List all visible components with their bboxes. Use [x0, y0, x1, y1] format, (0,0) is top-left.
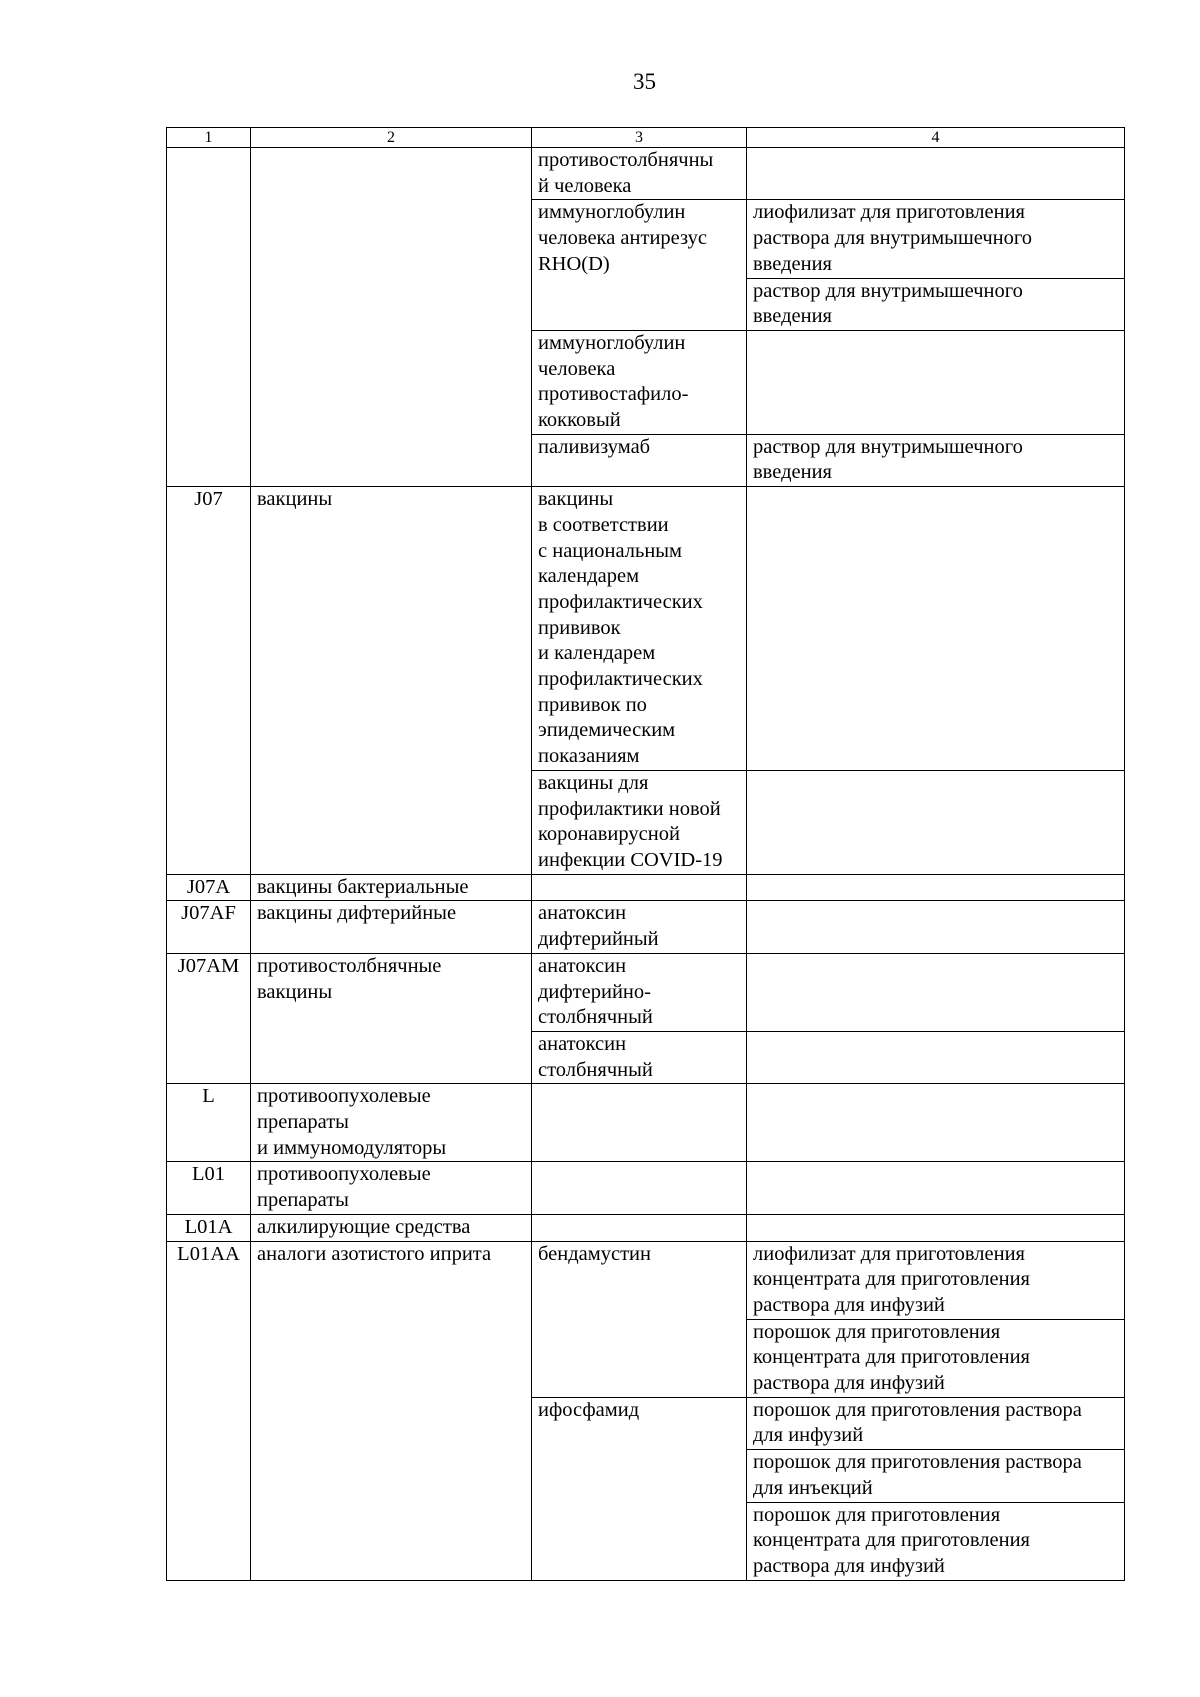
drug-name-cell: вакцины в соответствии с национальным календарем профилактических прививок и календарем профилактических прививок по эпидемическим показаниям	[532, 487, 747, 771]
drug-name-cell: паливизумаб	[532, 434, 747, 486]
dosage-form-cell: лиофилизат для приготовления концентрата для приготовления раствора для инфузий	[747, 1241, 1125, 1319]
atc-code-cell: J07AM	[167, 953, 251, 1084]
column-header: 2	[251, 128, 532, 148]
drug-name-cell	[532, 1084, 747, 1162]
table-row	[167, 901, 1125, 953]
atc-code-cell: J07AF	[167, 901, 251, 953]
dosage-form-cell	[747, 901, 1125, 953]
dosage-form-cell: раствор для внутримышечного введения	[747, 434, 1125, 486]
dosage-form-cell: порошок для приготовления раствора для инъекций	[747, 1450, 1125, 1502]
atc-code-cell: L01A	[167, 1214, 251, 1241]
table-header-row	[167, 128, 1125, 148]
anatomical-group-cell: вакцины дифтерийные	[251, 901, 532, 953]
drug-name-cell: анатоксин дифтерийно- столбнячный	[532, 953, 747, 1031]
anatomical-group-cell: противоопухолевые препараты и иммуномодуляторы	[251, 1084, 532, 1162]
dosage-form-cell	[747, 1031, 1125, 1083]
dosage-form-cell	[747, 1162, 1125, 1214]
dosage-form-cell: лиофилизат для приготовления раствора для внутримышечного введения	[747, 200, 1125, 278]
anatomical-group-cell: противоопухолевые препараты	[251, 1162, 532, 1214]
page-number: 35	[633, 69, 656, 94]
anatomical-group-cell: вакцины бактериальные	[251, 874, 532, 901]
table-row	[167, 487, 1125, 771]
dosage-form-cell: порошок для приготовления концентрата для приготовления раствора для инфузий	[747, 1502, 1125, 1580]
dosage-form-cell	[747, 148, 1125, 200]
anatomical-group-cell: вакцины	[251, 487, 532, 875]
table-row	[167, 953, 1125, 1031]
atc-code-cell: L01	[167, 1162, 251, 1214]
anatomical-group-cell	[251, 148, 532, 487]
dosage-form-cell	[747, 953, 1125, 1031]
anatomical-group-cell: алкилирующие средства	[251, 1214, 532, 1241]
drug-name-cell: анатоксин столбнячный	[532, 1031, 747, 1083]
drug-name-cell	[532, 1162, 747, 1214]
column-header: 1	[167, 128, 251, 148]
dosage-form-cell: порошок для приготовления раствора для инфузий	[747, 1397, 1125, 1449]
drug-name-cell: ифосфамид	[532, 1397, 747, 1580]
anatomical-group-cell: аналоги азотистого иприта	[251, 1241, 532, 1580]
dosage-form-cell	[747, 770, 1125, 874]
drug-name-cell	[532, 874, 747, 901]
dosage-form-cell	[747, 1214, 1125, 1241]
dosage-form-cell	[747, 330, 1125, 434]
drug-name-cell: иммуноглобулин человека противостафило- кокковый	[532, 330, 747, 434]
drug-name-cell: противостолбнячны й человека	[532, 148, 747, 200]
dosage-form-cell	[747, 874, 1125, 901]
drug-name-cell: иммуноглобулин человека антирезус RHO(D)	[532, 200, 747, 331]
anatomical-group-cell: противостолбнячные вакцины	[251, 953, 532, 1084]
dosage-form-cell: раствор для внутримышечного введения	[747, 278, 1125, 330]
atc-code-cell: L	[167, 1084, 251, 1162]
table-row	[167, 1214, 1125, 1241]
atc-code-cell: L01AA	[167, 1241, 251, 1580]
column-header: 3	[532, 128, 747, 148]
drug-name-cell	[532, 1214, 747, 1241]
table-row	[167, 874, 1125, 901]
table-row	[167, 1241, 1125, 1319]
dosage-form-cell	[747, 487, 1125, 771]
atc-code-cell: J07A	[167, 874, 251, 901]
drug-name-cell: анатоксин дифтерийный	[532, 901, 747, 953]
drug-table	[166, 127, 1125, 1581]
table-row	[167, 1084, 1125, 1162]
drug-name-cell: вакцины для профилактики новой коронавирусной инфекции COVID-19	[532, 770, 747, 874]
atc-code-cell: J07	[167, 487, 251, 875]
dosage-form-cell: порошок для приготовления концентрата для приготовления раствора для инфузий	[747, 1319, 1125, 1397]
table-row	[167, 148, 1125, 200]
atc-code-cell	[167, 148, 251, 487]
table-row	[167, 1162, 1125, 1214]
column-header: 4	[747, 128, 1125, 148]
dosage-form-cell	[747, 1084, 1125, 1162]
drug-name-cell: бендамустин	[532, 1241, 747, 1397]
